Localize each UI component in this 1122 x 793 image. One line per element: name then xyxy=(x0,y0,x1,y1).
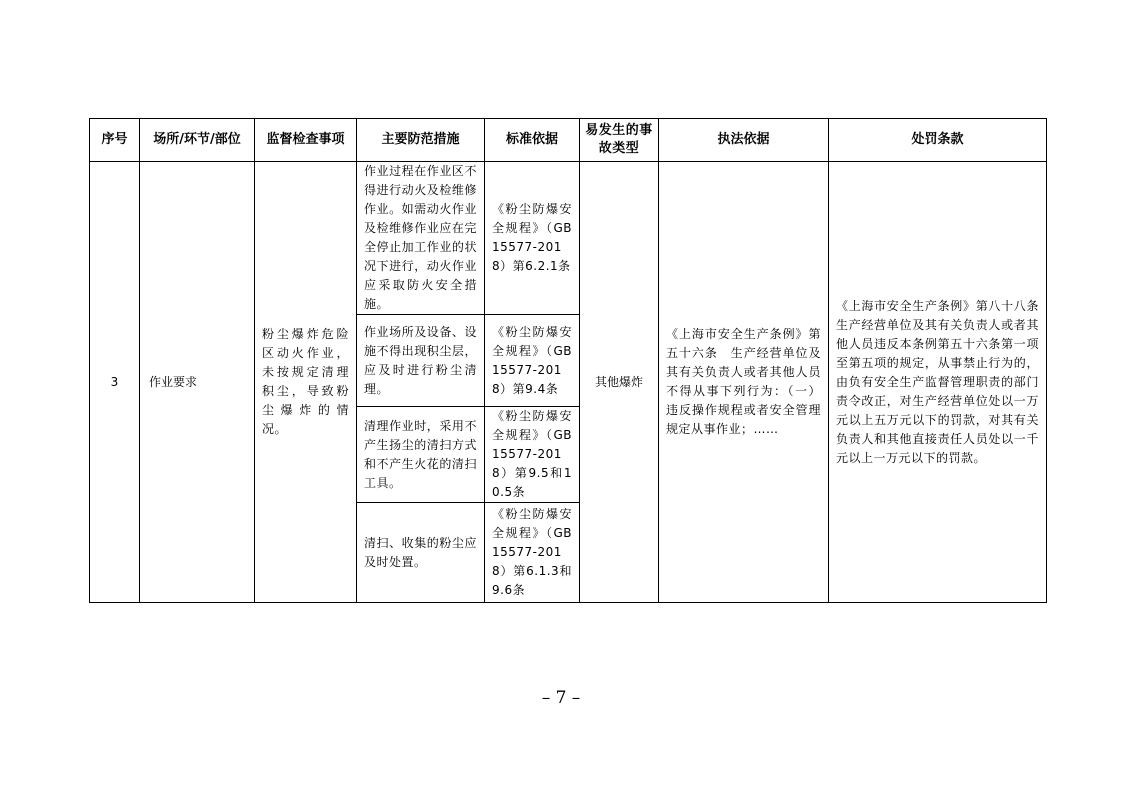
row-location: 作业要求 xyxy=(140,162,255,603)
row-penalty: 《上海市安全生产条例》第八十八条 生产经营单位及其有关负责人或者其他人员违反本条例第五十六条第一项至第五项的规定，从事禁止行为的，由负有安全生产监督管理职责的部门责令改正，对生产经营单位处以一万元以上五万元以下的罚款，对其有关负责人和其他直接责任人员处以一千元以上一万元以下的罚款。 xyxy=(829,162,1047,603)
standard-cell: 《粉尘防爆安全规程》（GB 15577-2018）第6.2.1条 xyxy=(485,162,580,315)
header-penalty: 处罚条款 xyxy=(829,119,1047,162)
header-standard: 标准依据 xyxy=(485,119,580,162)
header-location: 场所/环节/部位 xyxy=(140,119,255,162)
row-accident-type: 其他爆炸 xyxy=(580,162,659,603)
header-accident-type: 易发生的事故类型 xyxy=(580,119,659,162)
measure-cell: 作业过程在作业区不得进行动火及检维修作业。如需动火作业及检维修作业应在完全停止加工作业的状况下进行，动火作业应采取防火安全措施。 xyxy=(357,162,485,315)
header-row xyxy=(90,119,1047,162)
regulation-table xyxy=(89,118,1047,603)
page-number: – 7 – xyxy=(541,688,581,708)
measure-cell: 清理作业时，采用不产生扬尘的清扫方式和不产生火花的清扫工具。 xyxy=(357,407,485,503)
measure-cell: 清扫、收集的粉尘应及时处置。 xyxy=(357,503,485,603)
header-inspection-item: 监督检查事项 xyxy=(255,119,357,162)
header-legal-basis: 执法依据 xyxy=(659,119,829,162)
standard-cell: 《粉尘防爆安全规程》（GB 15577-2018）第9.5和10.5条 xyxy=(485,407,580,503)
standard-cell: 《粉尘防爆安全规程》（GB 15577-2018）第9.4条 xyxy=(485,315,580,407)
header-measures: 主要防范措施 xyxy=(357,119,485,162)
row-legal-basis: 《上海市安全生产条例》第五十六条 生产经营单位及其有关负责人或者其他人员不得从事下列行为：（一）违反操作规程或者安全管理规定从事作业；…… xyxy=(659,162,829,603)
measure-cell: 作业场所及设备、设施不得出现积尘层，应及时进行粉尘清理。 xyxy=(357,315,485,407)
row-inspection-item: 粉尘爆炸危险区动火作业，未按规定清理积尘，导致粉尘爆炸的情况。 xyxy=(255,162,357,603)
row-index: 3 xyxy=(90,162,140,603)
standard-cell: 《粉尘防爆安全规程》（GB 15577-2018）第6.1.3和9.6条 xyxy=(485,503,580,603)
header-index: 序号 xyxy=(90,119,140,162)
table-row xyxy=(90,162,1047,315)
